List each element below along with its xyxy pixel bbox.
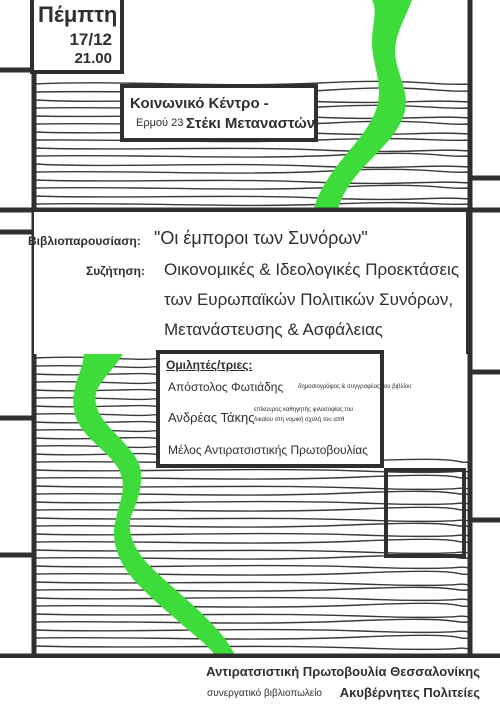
speakers-heading: Ομιλητές/τριες: — [166, 358, 253, 372]
program-box — [28, 212, 470, 354]
discussion-line-2: των Ευρωπαϊκών Πολιτικών Συνόρων, — [164, 290, 454, 309]
cohost-label: συνεργατικό βιβλιοπωλείο — [207, 688, 322, 699]
venue-name-line2: Στέκι Μεταναστών — [186, 115, 316, 132]
organizer-name: Αντιρατσιστική Πρωτοβουλία Θεσσαλονίκης — [206, 664, 480, 679]
speaker-1-role: δημοσιογράφος & συγγραφέας του βιβλίου — [298, 384, 412, 390]
discussion-line-3: Μετανάστευσης & Ασφάλειας — [164, 320, 383, 339]
speaker-2-name: Ανδρέας Τάκης — [168, 410, 255, 425]
day-label: Πέμπτη — [38, 2, 118, 27]
decorative-square — [384, 468, 466, 558]
speaker-1-name: Απόστολος Φωτιάδης — [168, 380, 284, 394]
discussion-label: Συζήτηση: — [86, 264, 145, 278]
venue-address: Ερμού 23 — [136, 117, 184, 129]
book-title: "Οι έμποροι των Συνόρων" — [154, 228, 368, 248]
book-presentation-label: Βιβλιοπαρουσίαση: — [28, 234, 141, 248]
speaker-3-name: Μέλος Αντιρατσιστικής Πρωτοβουλίας — [168, 443, 368, 457]
footer — [0, 658, 500, 707]
date-label: 17/12 — [69, 30, 112, 49]
date-box — [30, 0, 124, 74]
time-label: 21.00 — [74, 50, 112, 67]
speaker-2-role-line1: επίκουρος καθηγητής φιλοσοφίας του — [254, 407, 354, 413]
venue-name-line1: Κοινωνικό Κέντρο - — [130, 95, 269, 112]
venue-box — [120, 84, 318, 142]
speaker-2-role-line2: δικαίου στη νομική σχολή του απθ — [254, 417, 345, 423]
speakers-box — [156, 350, 412, 468]
cohost-name: Ακυβέρνητες Πολιτείες — [339, 685, 480, 700]
discussion-line-1: Οικονομικές & Ιδεολογικές Προεκτάσεις — [164, 260, 460, 279]
